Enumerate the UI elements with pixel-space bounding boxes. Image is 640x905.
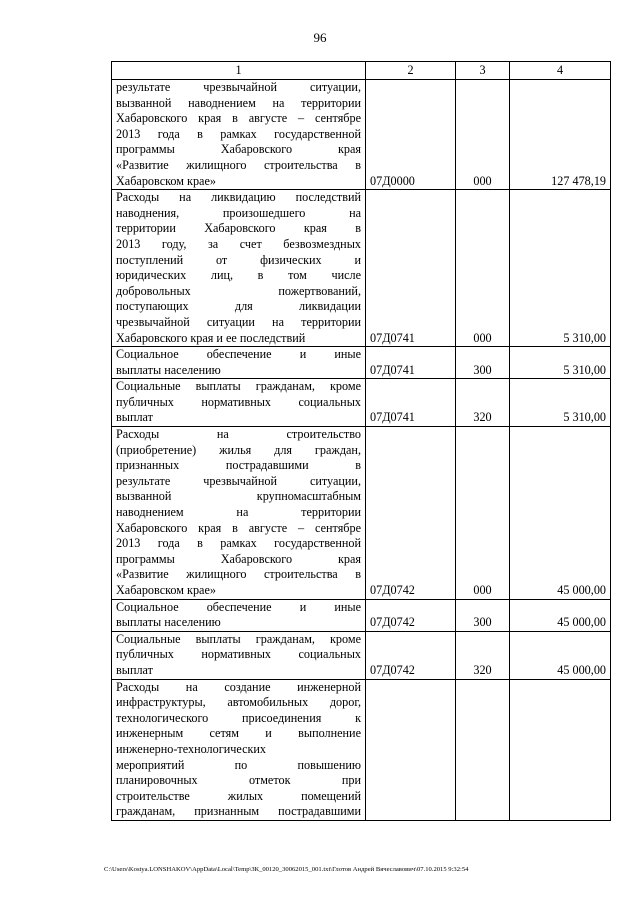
description-line: результате чрезвычайной ситуации, [116,80,361,94]
description-line: программы Хабаровского края [116,142,361,157]
expense-type-code: 320 [456,631,510,679]
description-line: наводнением на территории [116,505,361,520]
description-line: планировочных отметок при [116,773,361,788]
description-line: инженерным сетям и выполнение [116,726,361,741]
row-description [112,379,366,427]
description-line: (приобретение) жилья для граждан, [116,442,361,457]
row-description [112,190,366,347]
description-line: наводнения, произошедшего на [116,205,361,220]
description-line: Хабаровском крае» [116,173,216,188]
description-line: вызванной крупномасштабным [116,489,361,504]
table-row [112,631,611,679]
expense-type-code: 300 [456,347,510,379]
description-line: 2013 года в рамках государственной [116,536,361,551]
page-number: 96 [313,30,327,45]
description-line: признанных пострадавшими в [116,458,361,473]
row-description [112,631,366,679]
description-line: поступающих для ликвидации [116,299,361,314]
description-line: гражданам, признанным пострадавшими [116,804,361,819]
description-line: территории Хабаровского края в [116,221,361,236]
target-article-code: 07Д0742 [366,631,456,679]
table-row [112,347,611,379]
description-line: Расходы на создание инженерной [116,679,361,694]
target-article-code [366,679,456,820]
table-row [112,190,611,347]
description-line: Хабаровского края в августе – сентябре [116,520,361,535]
table-row [112,679,611,820]
expense-type-code: 320 [456,379,510,427]
description-line: Хабаровском крае» [116,583,216,597]
description-line: инфраструктуры, автомобильных дорог, [116,695,361,710]
description-line: строительстве жилых помещений [116,788,361,803]
description-line: публичных нормативных социальных [116,394,361,409]
description-line: «Развитие жилищного строительства в [116,567,361,582]
description-line: 2013 года в рамках государственной [116,126,361,141]
expense-type-code: 000 [456,427,510,600]
amount: 5 310,00 [510,347,611,379]
amount: 5 310,00 [510,190,611,347]
row-description [112,80,366,190]
target-article-code: 07Д0000 [366,80,456,190]
description-line: Хабаровского края и ее последствий [116,330,306,345]
description-line: выплаты населению [116,362,221,377]
description-line: технологического присоединения к [116,710,361,725]
description-line: добровольных пожертвований, [116,283,361,298]
table-row [112,427,611,600]
table-row [112,80,611,190]
target-article-code: 07Д0741 [366,190,456,347]
amount [510,679,611,820]
column-header: 3 [456,62,510,80]
description-line: Расходы на ликвидацию последствий [116,190,361,205]
file-path-footer: C:\Users\Kostya.LONSHAKOV\AppData\Local\Temp\ЗК_00120_30062015_001.txt\Глотов Андрей Вячеславович\07.10.2015 9:32:54 [104,866,469,873]
row-description [112,679,366,820]
amount: 127 478,19 [510,80,611,190]
budget-table [111,61,611,821]
description-line: поступлений от физических и [116,252,361,267]
column-header: 4 [510,62,611,80]
row-description [112,599,366,631]
description-line: Социальное обеспечение и иные [116,599,361,614]
amount: 45 000,00 [510,631,611,679]
expense-type-code: 000 [456,190,510,347]
table-body [112,80,611,821]
description-line: выплат [116,410,153,425]
amount: 5 310,00 [510,379,611,427]
amount: 45 000,00 [510,599,611,631]
description-line: Социальные выплаты гражданам, кроме [116,379,361,394]
description-line: юридических лиц, в том числе [116,268,361,283]
target-article-code: 07Д0742 [366,427,456,600]
table-row [112,599,611,631]
expense-type-code: 000 [456,80,510,190]
description-line: Хабаровского края в августе – сентябре [116,111,361,126]
row-description [112,347,366,379]
description-line: мероприятий по повышению [116,757,361,772]
description-line: вызванной наводнением на территории [116,95,361,110]
description-line: «Развитие жилищного строительства в [116,157,361,172]
table-row [112,379,611,427]
column-header: 1 [112,62,366,80]
expense-type-code: 300 [456,599,510,631]
description-line: инженерно-технологических [116,741,267,756]
target-article-code: 07Д0741 [366,379,456,427]
expense-type-code [456,679,510,820]
description-line: чрезвычайной ситуации на территории [116,314,361,329]
target-article-code: 07Д0741 [366,347,456,379]
description-line: результате чрезвычайной ситуации, [116,473,361,488]
description-line: публичных нормативных социальных [116,647,361,662]
amount: 45 000,00 [510,427,611,600]
description-line: выплат [116,662,153,677]
target-article-code: 07Д0742 [366,599,456,631]
description-line: программы Хабаровского края [116,551,361,566]
row-description [112,427,366,600]
column-header: 2 [366,62,456,80]
table-header-row [112,62,611,80]
description-line: Расходы на строительство [116,427,361,442]
description-line: Социальные выплаты гражданам, кроме [116,631,361,646]
description-line: 2013 году, за счет безвозмездных [116,236,361,251]
description-line: выплаты населению [116,615,221,630]
description-line: Социальное обеспечение и иные [116,347,361,362]
